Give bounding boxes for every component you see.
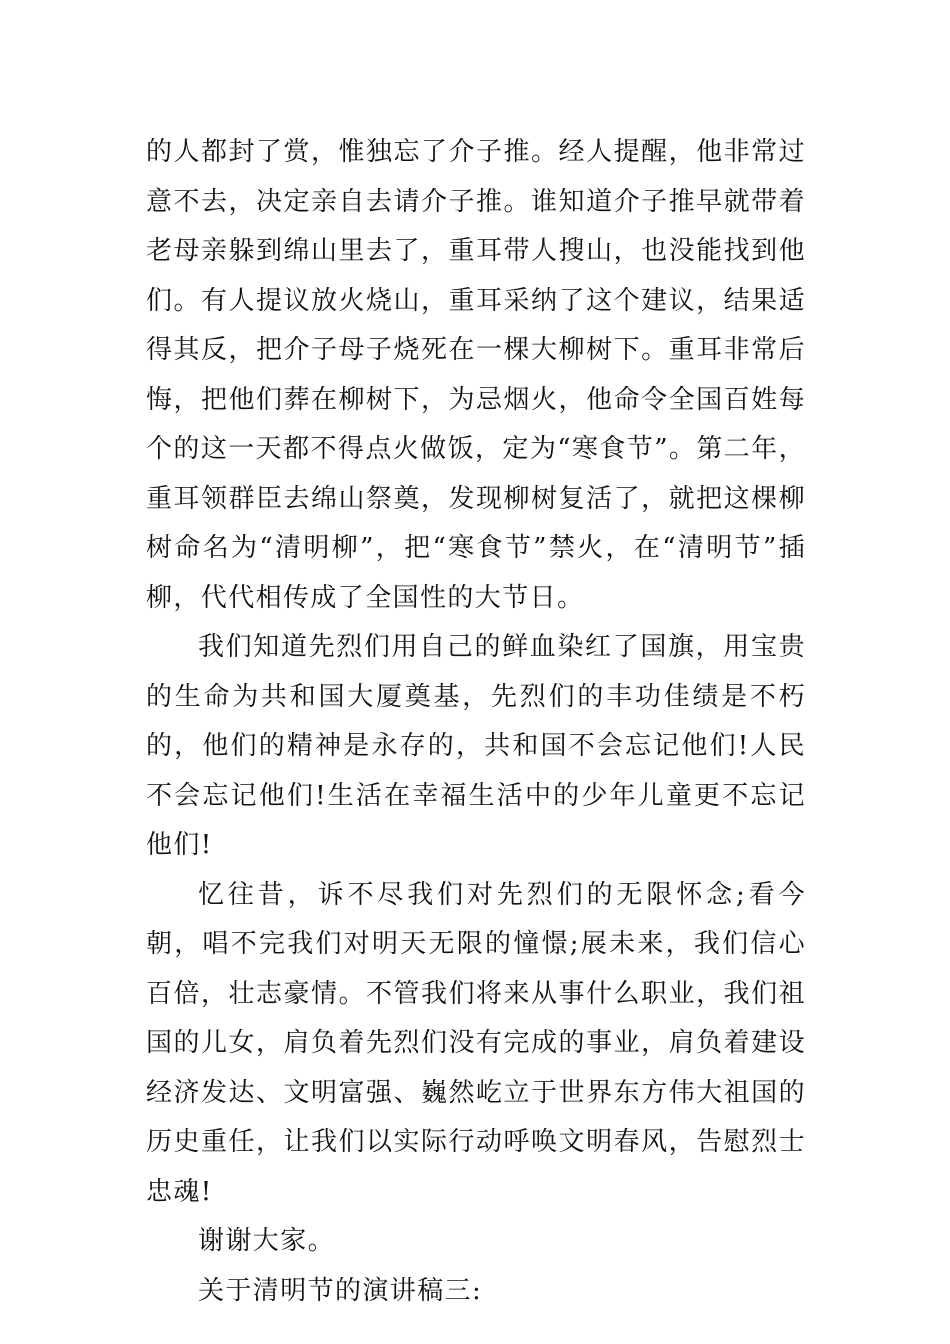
paragraph-thanks: 谢谢大家。	[198, 1226, 336, 1256]
paragraph-speech-three-heading: 关于清明节的演讲稿三:	[198, 1275, 483, 1306]
paragraph-past-present-future: 忆往昔，诉不尽我们对先烈们的无限怀念;看今朝，唱不完我们对明天无限的憧憬;展未来，我们信心百倍，壮志豪情。不管我们将来从事什么职业，我们祖国的儿女，肩负着先烈们没有完成的事业，肩负着建设经济发达、文明富强、巍然屹立于世界东方伟大祖国的历史重任，让我们以实际行动呼唤文明春风，告慰烈士忠魂!	[146, 879, 806, 1207]
paragraph-story-continuation: 的人都封了赏，惟独忘了介子推。经人提醒，他非常过意不去，决定亲自去请介子推。谁知道介子推早就带着老母亲躲到绵山里去了，重耳带人搜山，也没能找到他们。有人提议放火烧山，重耳采纳了这个建议，结果适得其反，把介子母子烧死在一棵大柳树下。重耳非常后悔，把他们葬在柳树下，为忌烟火，他命令全国百姓每个的这一天都不得点火做饭，定为“寒食节”。第二年，重耳领群臣去绵山祭奠，发现柳树复活了，就把这棵柳树命名为“清明柳”，把“寒食节”禁火，在“清明节”插柳，代代相传成了全国性的大节日。	[146, 137, 806, 613]
paragraph-martyrs: 我们知道先烈们用自己的鲜血染红了国旗，用宝贵的生命为共和国大厦奠基，先烈们的丰功佳绩是不朽的，他们的精神是永存的，共和国不会忘记他们!人民不会忘记他们!生活在幸福生活中的少年儿童更不忘记他们!	[146, 632, 806, 860]
document-page	[146, 128, 806, 1316]
